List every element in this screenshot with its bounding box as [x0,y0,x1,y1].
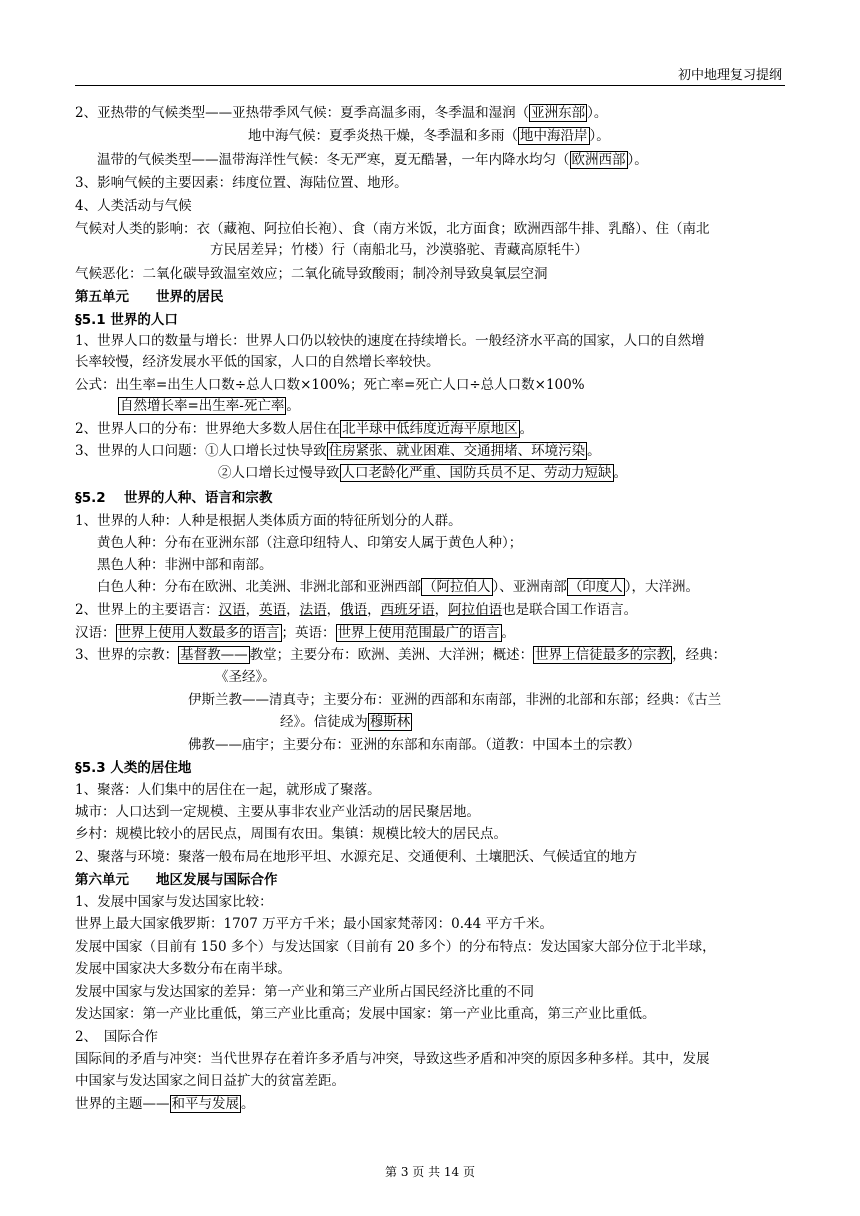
text-line: 发达国家：第一产业比重低，第三产业比重高；发展中国家：第一产业比重高，第三产业比重低。 [75,1006,656,1022]
boxed-term: 和平与发展 [171,1096,239,1112]
text-line: 气候对人类的影响：衣（藏袍、阿拉伯长袍）、食（南方米饭，北方面食；欧洲西部牛排、乳酪）、住（南北 [75,221,710,237]
underlined-term: 法语 [299,602,327,618]
text-line: 中国家与发达国家之间日益扩大的贫富差距。 [75,1073,345,1089]
text-line: 方民居差异；竹楼）行（南船北马，沙漠骆驼、青藏高原牦牛） [210,242,588,258]
running-header: 初中地理复习提纲 [677,68,782,83]
text-line: 佛教——庙宇；主要分布：亚洲的东部和东南部。（道教：中国本土的宗教） [188,737,641,753]
text-line: 2、世界人口的分布：世界绝大多数人居住在 北半球中低纬度近海平原地区 。 [75,421,534,437]
text-line: 世界上最大国家俄罗斯：1707 万平方千米；最小国家梵蒂冈：0.44 平方千米。 [75,916,553,932]
text-line: 白色人种：分布在欧洲、北美洲、非洲北部和亚洲西部 （阿拉伯人 ）、亚洲南部 （印度人 ），大洋洲。 [97,579,699,595]
unit-heading: 第五单元 世界的居民 [75,289,224,305]
boxed-term: 自然增长率=出生率-死亡率 [120,398,285,414]
boxed-term: 人口老龄化严重、国防兵员不足、劳动力短缺 [341,465,612,481]
unit-heading: 第六单元 地区发展与国际合作 [75,872,278,888]
text-line: 公式：出生率=出生人口数÷总人口数×100%；死亡率=死亡人口÷总人口数×100% [75,377,585,393]
text-line: 3、世界的宗教： 基督教—— 教堂；主要分布：欧洲、美洲、大洋洲；概述： 世界上信徒最多的宗教 ，经典： [75,647,727,663]
text-line: 国际间的矛盾与冲突：当代世界存在着许多矛盾与冲突，导致这些矛盾和冲突的原因多种多样。其中，发展 [75,1051,710,1067]
boxed-term: 世界上使用范围最广的语言 [337,625,500,641]
underlined-term: 俄语 [340,602,368,618]
text-line: 3、世界的人口问题：①人口增长过快导致 住房紧张、就业困难、交通拥堵、环境污染 。 [75,443,601,459]
text-line: 4、人类活动与气候 [75,198,192,214]
text-line: 黄色人种：分布在亚洲东部（注意印纽特人、印第安人属于黄色人种）； [97,535,523,551]
text-line: 2、亚热带的气候类型——亚热带季风气候：夏季高温多雨，冬季温和湿润（ 亚洲东部 ）。 [75,105,608,121]
underlined-term: 阿拉伯语 [448,602,503,618]
text-line: 经》。信徒成为 穆斯林 [280,714,411,730]
text-line: 3、影响气候的主要因素：纬度位置、海陆位置、地形。 [75,175,408,191]
boxed-term: 亚洲东部 [531,105,586,121]
text-line: 1、世界人口的数量与增长：世界人口仍以较快的速度在持续增长。一般经济水平高的国家，人口的自然增 [75,333,705,349]
text-line: 气候恶化：二氧化碳导致温室效应；二氧化硫导致酸雨；制冷剂导致臭氧层空洞 [75,266,548,282]
text-line: 黑色人种：非洲中部和南部。 [97,557,273,573]
underlined-term: 西班牙语 [380,602,435,618]
underlined-term: 汉语 [218,602,246,618]
text-line: 发展中国家（目前有 150 多个）与发达国家（目前有 20 多个）的分布特点：发达国家大部分位于北半球， [75,939,716,955]
text-line: 2、 国际合作 [75,1029,158,1045]
text-line: 2、世界上的主要语言：汉语，英语，法语，俄语，西班牙语，阿拉伯语也是联合国工作语言。 [75,602,638,618]
boxed-term: 住房紧张、就业困难、交通拥堵、环境污染 [328,443,586,459]
boxed-term: 地中海沿岸 [520,128,588,144]
boxed-term: 穆斯林 [369,714,411,730]
text-line: 城市：人口达到一定规模、主要从事非农业产业活动的居民聚居地。 [75,804,480,820]
header-rule [75,85,785,86]
text-line: 2、聚落与环境：聚落一般布局在地形平坦、水源充足、交通便利、土壤肥沃、气候适宜的地方 [75,849,638,865]
text-line: 世界的主题—— 和平与发展 。 [75,1096,255,1112]
text-line: 自然增长率=出生率-死亡率 。 [120,398,300,414]
text-line: 伊斯兰教——清真寺；主要分布：亚洲的西部和东南部，非洲的北部和东部；经典：《古兰 [188,692,722,708]
page-number: 第 3 页 共 14 页 [385,1165,475,1179]
text-line: 乡村：规模比较小的居民点，周围有农田。集镇：规模比较大的居民点。 [75,826,507,842]
text-line: 发展中国家与发达国家的差异：第一产业和第三产业所占国民经济比重的不同 [75,984,534,1000]
text-line: 长率较慢，经济发展水平低的国家，人口的自然增长率较快。 [75,354,440,370]
text-line: 《圣经》。 [215,669,276,685]
text-line: 1、发展中国家与发达国家比较： [75,894,273,910]
text-line: 发展中国家决大多数分布在南半球。 [75,961,291,977]
text-line: 温带的气候类型——温带海洋性气候：冬无严寒，夏无酷暑，一年内降水均匀（ 欧洲西部 ）。 [97,152,648,168]
boxed-term: 北半球中低纬度近海平原地区 [342,421,518,437]
boxed-term: 世界上使用人数最多的语言 [117,625,280,641]
text-line: 地中海气候：夏季炎热干燥，冬季温和多雨（ 地中海沿岸 ）。 [248,128,610,144]
section-heading: §5.3 人类的居住地 [75,760,192,776]
text-line: 汉语： 世界上使用人数最多的语言 ；英语： 世界上使用范围最广的语言 。 [75,625,515,641]
boxed-term: 世界上信徒最多的宗教 [535,647,671,663]
text-line: ②人口增长过慢导致 人口老龄化严重、国防兵员不足、劳动力短缺 。 [218,465,627,481]
underlined-term: 英语 [259,602,287,618]
text-line: 1、聚落：人们集中的居住在一起，就形成了聚落。 [75,782,381,798]
section-heading: §5.2 世界的人种、语言和宗教 [75,490,273,506]
section-heading: §5.1 世界的人口 [75,312,178,328]
boxed-term: （印度人 [568,579,623,595]
boxed-term: 基督教—— [180,647,248,663]
text-line: 1、世界的人种：人种是根据人类体质方面的特征所划分的人群。 [75,513,462,529]
boxed-term: 欧洲西部 [571,152,626,168]
boxed-term: （阿拉伯人 [423,579,491,595]
